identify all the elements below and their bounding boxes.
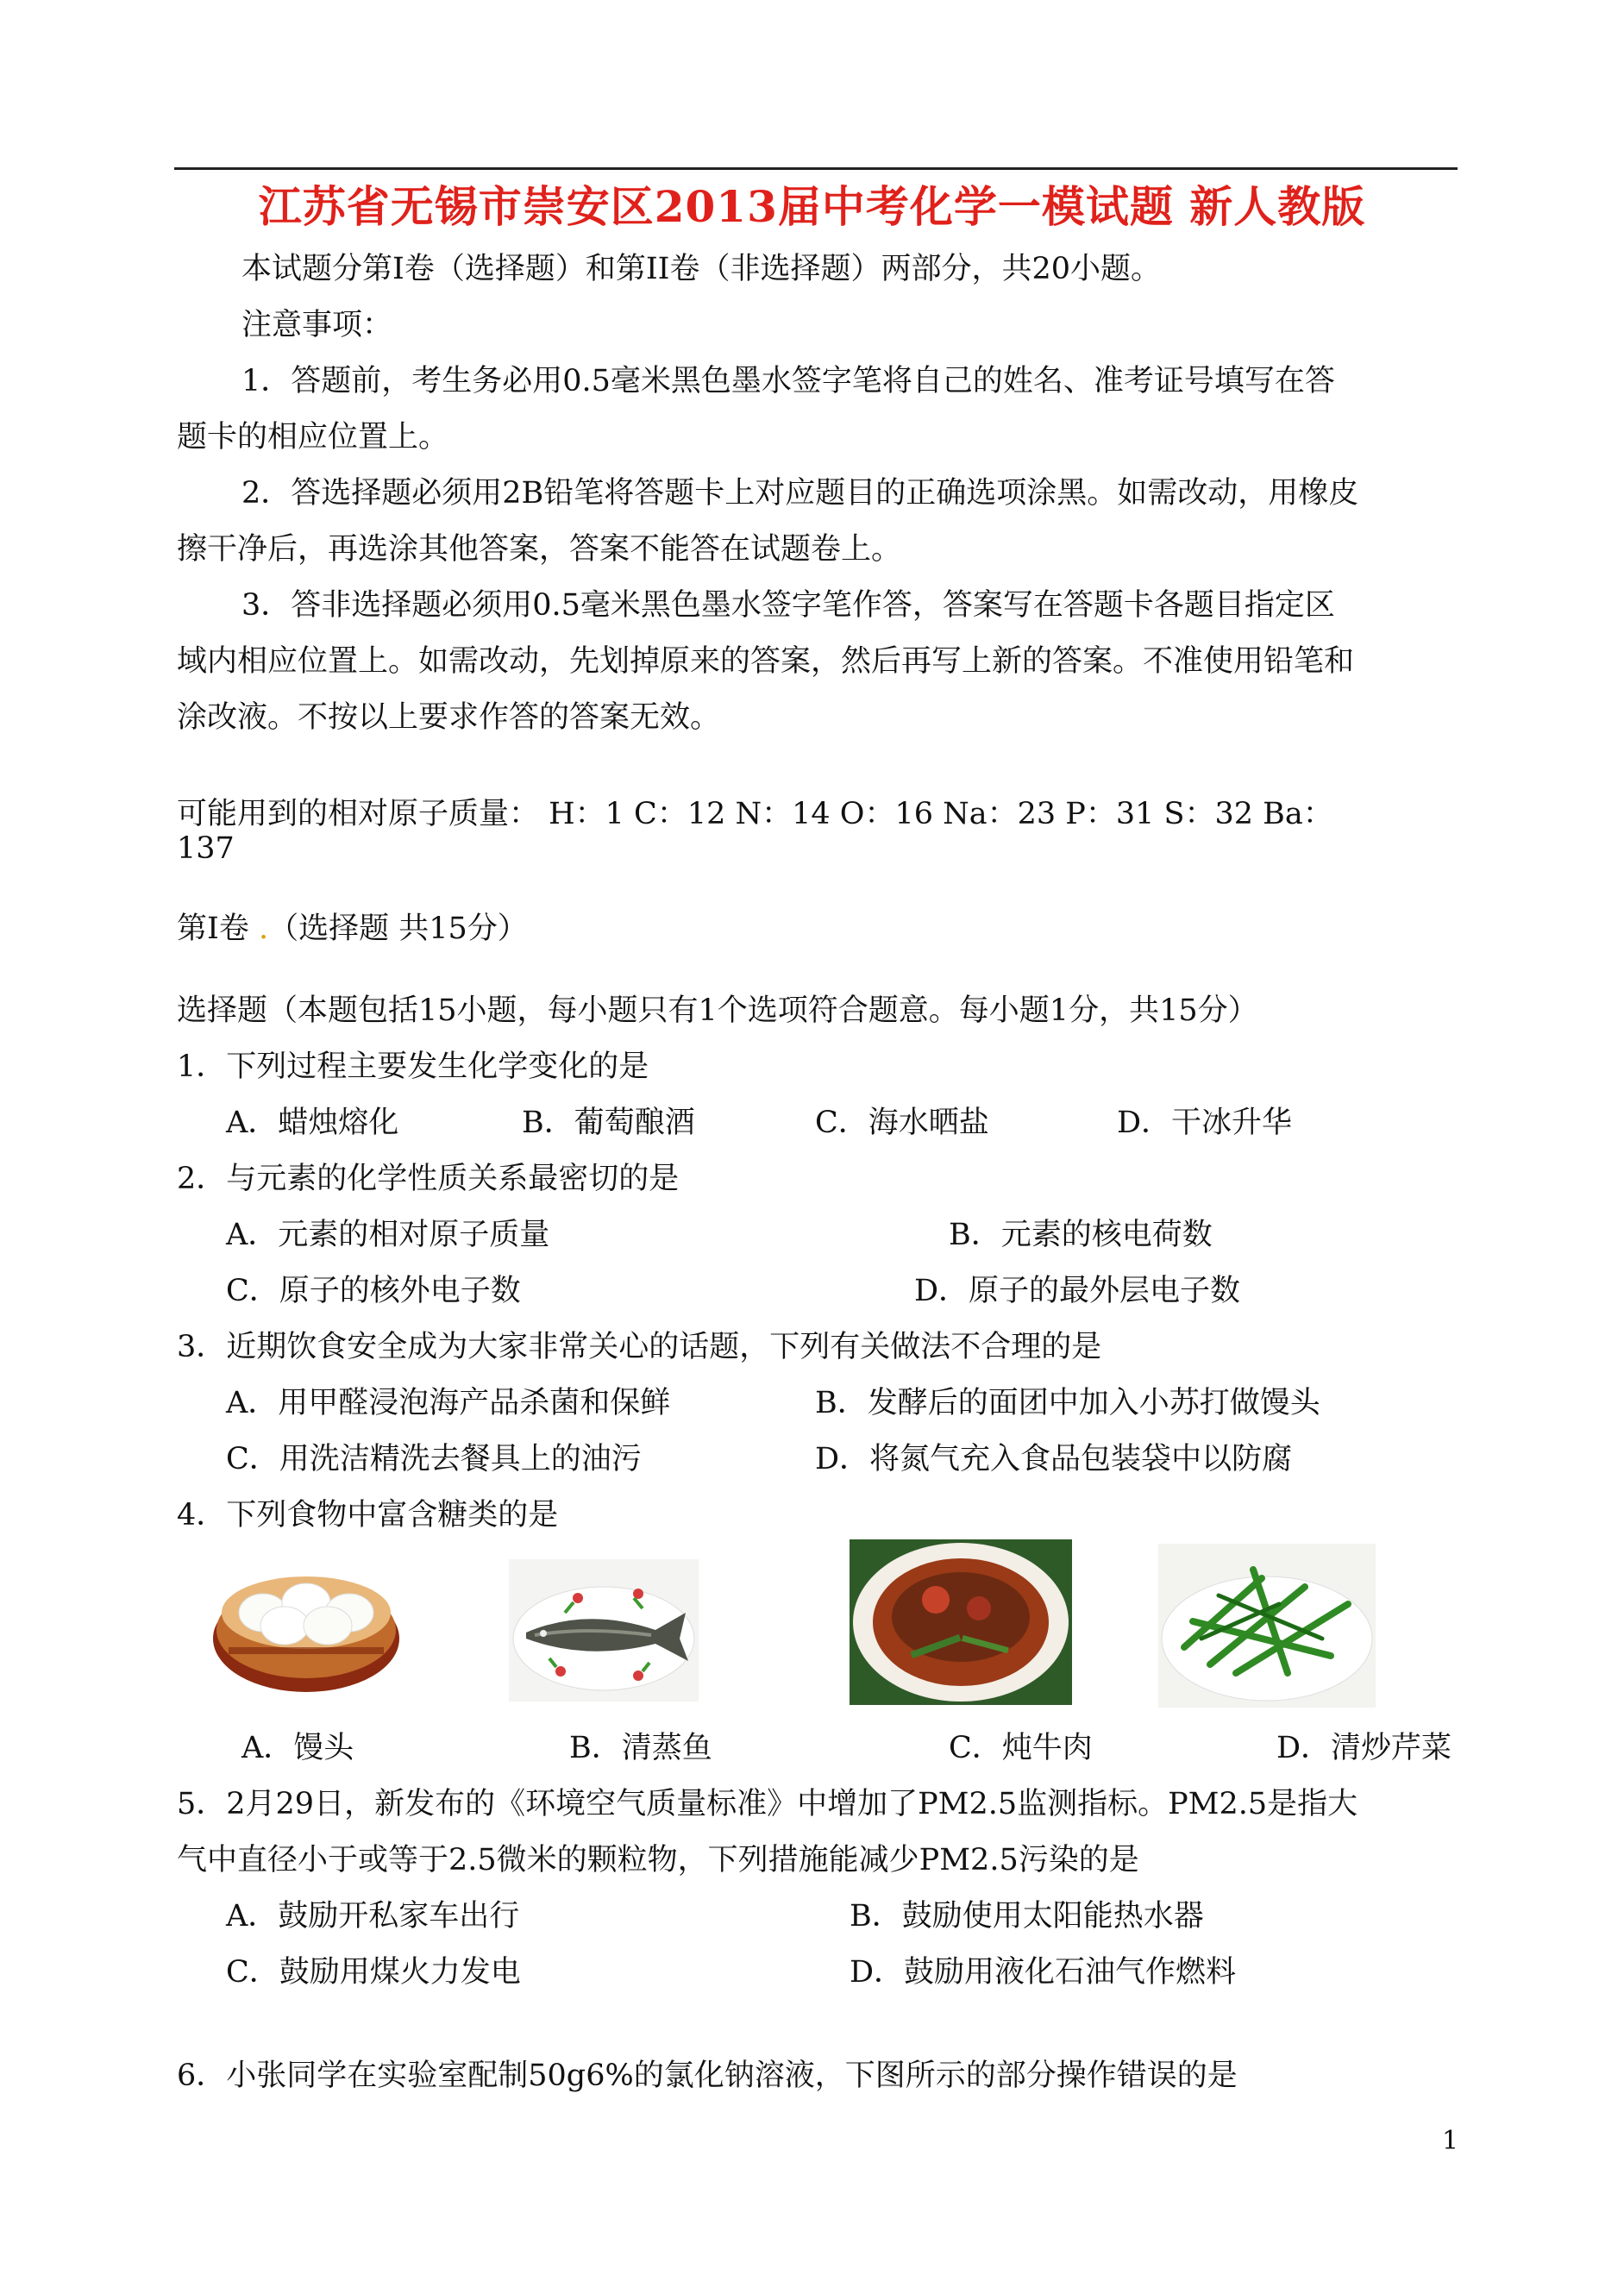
q4-option-c: C．炖牛肉: [949, 1731, 1093, 1765]
q2-option-b: B．元素的核电荷数: [949, 1218, 1213, 1252]
section-heading-dot: .: [258, 912, 269, 946]
stir-fried-celery-image: [1158, 1544, 1376, 1708]
atomic-mass-cont: 137: [177, 831, 235, 866]
q3-stem: 3．近期饮食安全成为大家非常关心的话题，下列有关做法不合理的是: [177, 1330, 1102, 1364]
note-3c: 涂改液。不按以上要求作答的答案无效。: [177, 700, 721, 735]
q2-stem: 2．与元素的化学性质关系最密切的是: [177, 1162, 680, 1196]
q5-option-a: A．鼓励开私家车出行: [226, 1899, 520, 1934]
q3-option-b: B．发酵后的面团中加入小苏打做馒头: [815, 1386, 1320, 1420]
q5-stem-line2: 气中直径小于或等于2.5微米的颗粒物，下列措施能减少PM2.5污染的是: [177, 1843, 1139, 1877]
note-1a: 1．答题前，考生务必用0.5毫米黑色墨水签字笔将自己的姓名、准考证号填写在答: [241, 364, 1335, 398]
q4-option-b: B．清蒸鱼: [569, 1731, 712, 1765]
q5-option-c: C．鼓励用煤火力发电: [226, 1955, 521, 1990]
page-title: 江苏省无锡市崇安区2013届中考化学一模试题 新人教版: [258, 181, 1366, 232]
q3-option-a: A．用甲醛浸泡海产品杀菌和保鲜: [226, 1386, 671, 1420]
note-2a: 2．答选择题必须用2B铅笔将答题卡上对应题目的正确选项涂黑。如需改动，用橡皮: [241, 476, 1359, 511]
q2-option-a: A．元素的相对原子质量: [226, 1218, 550, 1252]
q2-option-c: C．原子的核外电子数: [226, 1274, 521, 1308]
q1-option-c: C．海水晒盐: [815, 1106, 989, 1140]
q1-option-b: B．葡萄酿酒: [522, 1106, 695, 1140]
q6-stem: 6．小张同学在实验室配制50g6%的氯化钠溶液，下图所示的部分操作错误的是: [177, 2059, 1238, 2093]
q4-option-d: D．清炒芹菜: [1276, 1731, 1452, 1765]
section-heading-a: 第I卷: [177, 912, 259, 946]
header-rule: [174, 167, 1458, 170]
section-heading: [177, 910, 528, 948]
note-2b: 擦干净后，再选涂其他答案，答案不能答在试题卷上。: [177, 532, 902, 567]
q4-stem: 4．下列食物中富含糖类的是: [177, 1498, 559, 1532]
choice-instruction: 选择题（本题包括15小题，每小题只有1个选项符合题意。每小题1分，共15分）: [177, 993, 1258, 1028]
atomic-mass-line: 可能用到的相对原子质量： H：1 C：12 N：14 O：16 Na：23 P：31 S：32 Ba：: [177, 797, 1333, 831]
q5-stem-line1: 5．2月29日，新发布的《环境空气质量标准》中增加了PM2.5监测指标。PM2.5是指大: [177, 1787, 1358, 1821]
q1-option-a: A．蜡烛熔化: [226, 1106, 399, 1140]
notice-title: 注意事项：: [241, 308, 393, 342]
page-number: 1: [1442, 2126, 1459, 2156]
note-1b: 题卡的相应位置上。: [177, 420, 449, 454]
q3-option-d: D．将氮气充入食品包装袋中以防腐: [815, 1442, 1293, 1476]
note-3b: 域内相应位置上。如需改动，先划掉原来的答案，然后再写上新的答案。不准使用铅笔和: [177, 644, 1355, 679]
steamed-buns-image: [211, 1552, 401, 1699]
q5-option-d: D．鼓励用液化石油气作燃料: [850, 1955, 1237, 1990]
q5-option-b: B．鼓励使用太阳能热水器: [850, 1899, 1204, 1934]
intro-line: 本试题分第I卷（选择题）和第II卷（非选择题）两部分，共20小题。: [241, 252, 1162, 286]
note-3a: 3．答非选择题必须用0.5毫米黑色墨水签字笔作答，答案写在答题卡各题目指定区: [241, 588, 1335, 623]
q2-option-d: D．原子的最外层电子数: [914, 1274, 1241, 1308]
q3-option-c: C．用洗洁精洗去餐具上的油污: [226, 1442, 642, 1476]
q1-option-d: D．干冰升华: [1117, 1106, 1293, 1140]
steamed-fish-image: [509, 1559, 699, 1702]
q1-stem: 1．下列过程主要发生化学变化的是: [177, 1050, 649, 1084]
section-heading-b: （选择题 共15分）: [268, 912, 528, 946]
q4-option-a: A．馒头: [241, 1731, 354, 1765]
braised-beef-image: [850, 1539, 1072, 1705]
